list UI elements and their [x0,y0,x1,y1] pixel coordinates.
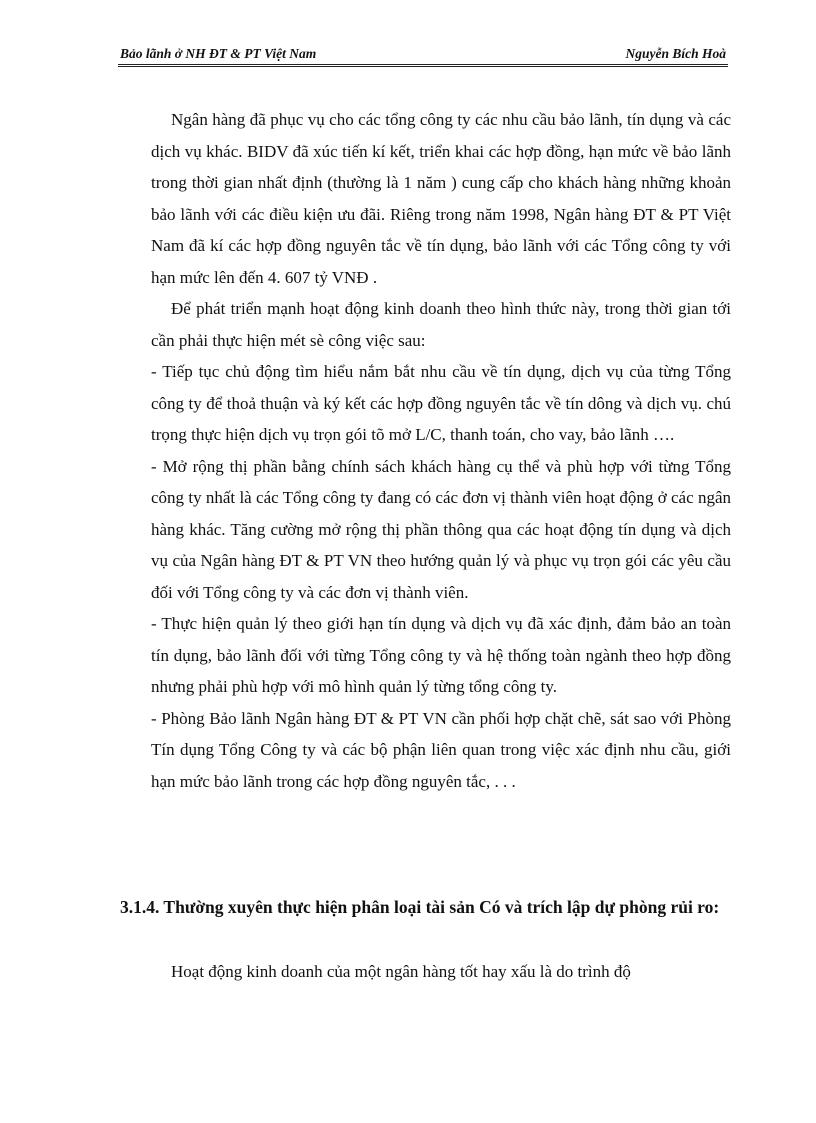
body-text-intro [151,104,731,293]
header-document-title: Bảo lãnh ở NH ĐT & PT Việt Nam [120,46,317,61]
body-text-next [151,956,731,988]
paragraph-develop: Để phát triển mạnh hoạt động kinh doanh theo hình thức này, trong thời gian tới cần phải thực hiện mét sè công việc sau: [151,299,731,350]
header-divider [118,64,728,67]
task-list [151,356,731,797]
body-text-develop [151,293,731,356]
header-author: Nguyễn Bích Hoà [625,46,726,61]
section-heading: 3.1.4. Thường xuyên thực hiện phân loại tài sản Có và trích lập dự phòng rủi ro: [120,897,720,917]
task-item: - Tiếp tục chủ động tìm hiểu nắm bắt nhu cầu về tín dụng, dịch vụ của từng Tổng công ty để thoả thuận và ký kết các hợp đồng nguyên tắc về tín dông và dịch vụ. chú trọng thực hiện dịch vụ trọn gói tõ mở L/C, thanh toán, cho vay, bảo lãnh …. [151,362,731,444]
paragraph-intro: Ngân hàng đã phục vụ cho các tổng công ty các nhu cầu bảo lãnh, tín dụng và các dịch vụ khác. BIDV đã xúc tiến kí kết, triển khai các hợp đồng, hạn mức về bảo lãnh trong thời gian nhất định (thường là 1 năm ) cung cấp cho khách hàng những khoản bảo lãnh với các điều kiện ưu đãi. Riêng trong năm 1998, Ngân hàng ĐT & PT Việt Nam đã kí các hợp đồng nguyên tắc về tín dụng, bảo lãnh với các Tổng công ty với hạn mức lên đến 4. 607 tỷ VNĐ . [151,110,731,287]
task-item: - Mở rộng thị phần bằng chính sách khách hàng cụ thể và phù hợp với từng Tổng công ty nhất là các Tổng công ty đang có các đơn vị thành viên hoạt động ở các ngân hàng khác. Tăng cường mở rộng thị phần thông qua các hoạt động tín dụng và dịch vụ của Ngân hàng ĐT & PT VN theo hướng quản lý và phục vụ trọn gói các yêu cầu đối với Tổng công ty và các đơn vị thành viên. [151,456,731,602]
task-item: - Phòng Bảo lãnh Ngân hàng ĐT & PT VN cần phối hợp chặt chẽ, sát sao với Phòng Tín dụng Tổng Công ty và các bộ phận liên quan trong việc xác định nhu cầu, giới hạn mức bảo lãnh trong các hợp đồng nguyên tắc, . . . [151,708,731,791]
paragraph-next: Hoạt động kinh doanh của một ngân hàng tốt hay xấu là do trình độ [171,962,631,981]
task-item: - Thực hiện quản lý theo giới hạn tín dụng và dịch vụ đã xác định, đảm bảo an toàn tín dụng, bảo lãnh đối với từng Tổng công ty và hệ thống toàn ngành theo hợp đồng nhưng phải phù hợp với mô hình quản lý từng tổng công ty. [151,614,731,696]
page-header [118,44,728,64]
